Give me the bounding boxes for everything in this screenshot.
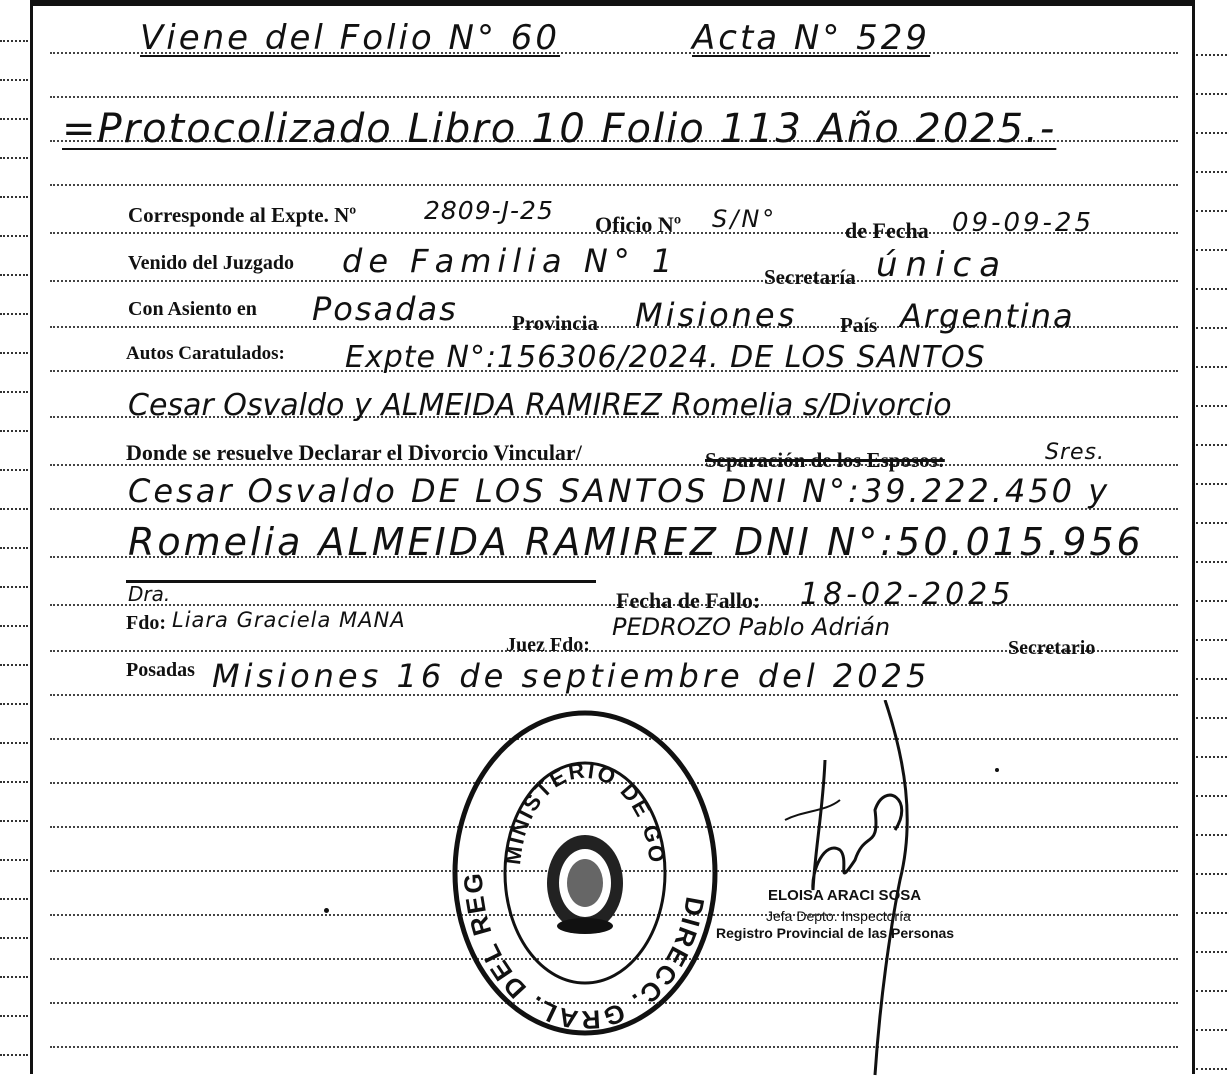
page-top-border <box>30 0 1195 6</box>
margin-rule <box>1196 990 1227 992</box>
juez-value: PEDROZO Pablo Adrián <box>612 613 891 641</box>
margin-rule <box>0 625 28 627</box>
margin-rule <box>0 235 28 237</box>
margin-rule <box>1196 795 1227 797</box>
fdo-label: Fdo: <box>126 612 166 634</box>
seal-inner-text: MINISTERIO DE GO <box>499 757 670 867</box>
dra-value: Dra. <box>128 582 171 606</box>
fdo-value: Liara Graciela MANA <box>172 608 406 632</box>
dra-strike-line <box>126 580 596 583</box>
margin-rule <box>0 79 28 81</box>
asiento-value: Posadas <box>312 290 458 328</box>
margin-rule <box>1196 600 1227 602</box>
margin-rule <box>1196 444 1227 446</box>
margin-rule <box>0 508 28 510</box>
margin-rule <box>1196 366 1227 368</box>
juez-label: Juez Fdo: <box>506 634 590 656</box>
spouse-1: Cesar Osvaldo DE LOS SANTOS DNI N°:39.222.450 y <box>128 472 1111 510</box>
caratulados-value-1: Expte N°:156306/2024. DE LOS SANTOS <box>345 340 986 375</box>
margin-rule <box>0 1054 28 1056</box>
juzgado-label: Venido del Juzgado <box>128 252 294 274</box>
margin-rule <box>0 547 28 549</box>
seal-graphic <box>450 708 720 1038</box>
margin-rule <box>1196 522 1227 524</box>
margin-rule <box>0 1015 28 1017</box>
margin-rule <box>0 976 28 978</box>
seal-outer-text: DIRECC. GRAL. DEL REG <box>457 870 711 1036</box>
margin-rule <box>1196 834 1227 836</box>
margin-rule <box>1196 405 1227 407</box>
secretaria-label: Secretaría <box>764 265 856 289</box>
margin-rule <box>1196 54 1227 56</box>
margin-rule <box>1196 327 1227 329</box>
margin-rule <box>0 469 28 471</box>
margin-rule <box>1196 93 1227 95</box>
secretaria-value: única <box>876 245 1009 285</box>
protocol-line: =Protocolizado Libro 10 Folio 113 Año 2025.- <box>62 106 1057 152</box>
signatory-name: ELOISA ARACI SOSA <box>768 887 922 904</box>
margin-rule <box>1196 1029 1227 1031</box>
caratulados-label: Autos Caratulados: <box>126 343 285 364</box>
margin-rule <box>0 196 28 198</box>
caratulados-value-2: Cesar Osvaldo y ALMEIDA RAMIREZ Romelia s/Divorcio <box>128 388 952 423</box>
margin-rule <box>0 781 28 783</box>
margin-rule <box>1196 210 1227 212</box>
margin-rule <box>0 859 28 861</box>
fecha-value: 09-09-25 <box>952 208 1095 238</box>
ruled-line <box>50 96 1178 98</box>
margin-rule <box>1196 912 1227 914</box>
page-left-border <box>30 0 33 1074</box>
margin-rule <box>0 742 28 744</box>
margin-rule <box>1196 249 1227 251</box>
margin-rule <box>0 820 28 822</box>
official-seal <box>450 708 720 1042</box>
lugar-label: Posadas <box>126 659 195 681</box>
stray-mark <box>324 908 329 913</box>
margin-rule <box>1196 132 1227 134</box>
margin-rule <box>0 40 28 42</box>
margin-rule <box>0 937 28 939</box>
margin-rule <box>0 664 28 666</box>
margin-rule <box>1196 561 1227 563</box>
resuelve-value: Sres. <box>1045 440 1105 465</box>
oficio-value: S/N° <box>712 205 778 233</box>
resuelve-label: Donde se resuelve Declarar el Divorcio Vincular/ <box>126 440 582 465</box>
spouse-2: Romelia ALMEIDA RAMIREZ DNI N°:50.015.956 <box>128 520 1144 564</box>
provincia-value: Misiones <box>635 296 798 334</box>
margin-rule <box>0 898 28 900</box>
fecha-label: de Fecha <box>845 218 929 243</box>
margin-rule <box>1196 483 1227 485</box>
margin-rule <box>1196 756 1227 758</box>
acta-line: Acta N° 529 <box>692 18 931 58</box>
pais-value: Argentina <box>900 297 1075 335</box>
stray-mark <box>995 768 999 772</box>
margin-rule <box>1196 717 1227 719</box>
margin-rule <box>0 313 28 315</box>
lugar-value: Misiones 16 de septiembre del 2025 <box>212 657 931 695</box>
margin-rule <box>0 703 28 705</box>
signatory-office: Registro Provincial de las Personas <box>716 925 955 941</box>
margin-rule <box>1196 1068 1227 1070</box>
asiento-label: Con Asiento en <box>128 298 257 320</box>
margin-rule <box>0 391 28 393</box>
margin-rule <box>0 118 28 120</box>
margin-rule <box>0 430 28 432</box>
fallo-value: 18-02-2025 <box>800 577 1015 612</box>
margin-rule <box>1196 639 1227 641</box>
oficio-label: Oficio Nº <box>595 212 682 237</box>
margin-rule <box>1196 951 1227 953</box>
provincia-label: Provincia <box>512 311 598 335</box>
margin-rule <box>0 352 28 354</box>
folio-line: Viene del Folio N° 60 <box>140 18 561 58</box>
signatory-title: Jefa Depto. Inspectoría <box>766 908 911 924</box>
margin-rule <box>0 274 28 276</box>
fallo-label: Fecha de Fallo: <box>616 588 761 613</box>
margin-rule <box>1196 171 1227 173</box>
page-right-border <box>1192 0 1195 1074</box>
expte-label: Corresponde al Expte. Nº <box>128 203 357 227</box>
expte-value: 2809-J-25 <box>424 196 554 225</box>
margin-rule <box>0 586 28 588</box>
margin-rule <box>0 157 28 159</box>
margin-rule <box>1196 288 1227 290</box>
ruled-line <box>50 280 1178 282</box>
juzgado-value: de Familia N° 1 <box>342 242 679 280</box>
margin-rule <box>1196 678 1227 680</box>
secretario-label: Secretario <box>1008 637 1096 659</box>
resuelve-struck: Separación de los Esposos: <box>705 448 945 472</box>
coat-of-arms-icon <box>547 835 623 934</box>
pais-label: País <box>840 313 878 337</box>
svg-text:MINISTERIO DE GOBIERNO <box>450 708 670 866</box>
ruled-line <box>50 184 1178 186</box>
margin-rule <box>1196 873 1227 875</box>
